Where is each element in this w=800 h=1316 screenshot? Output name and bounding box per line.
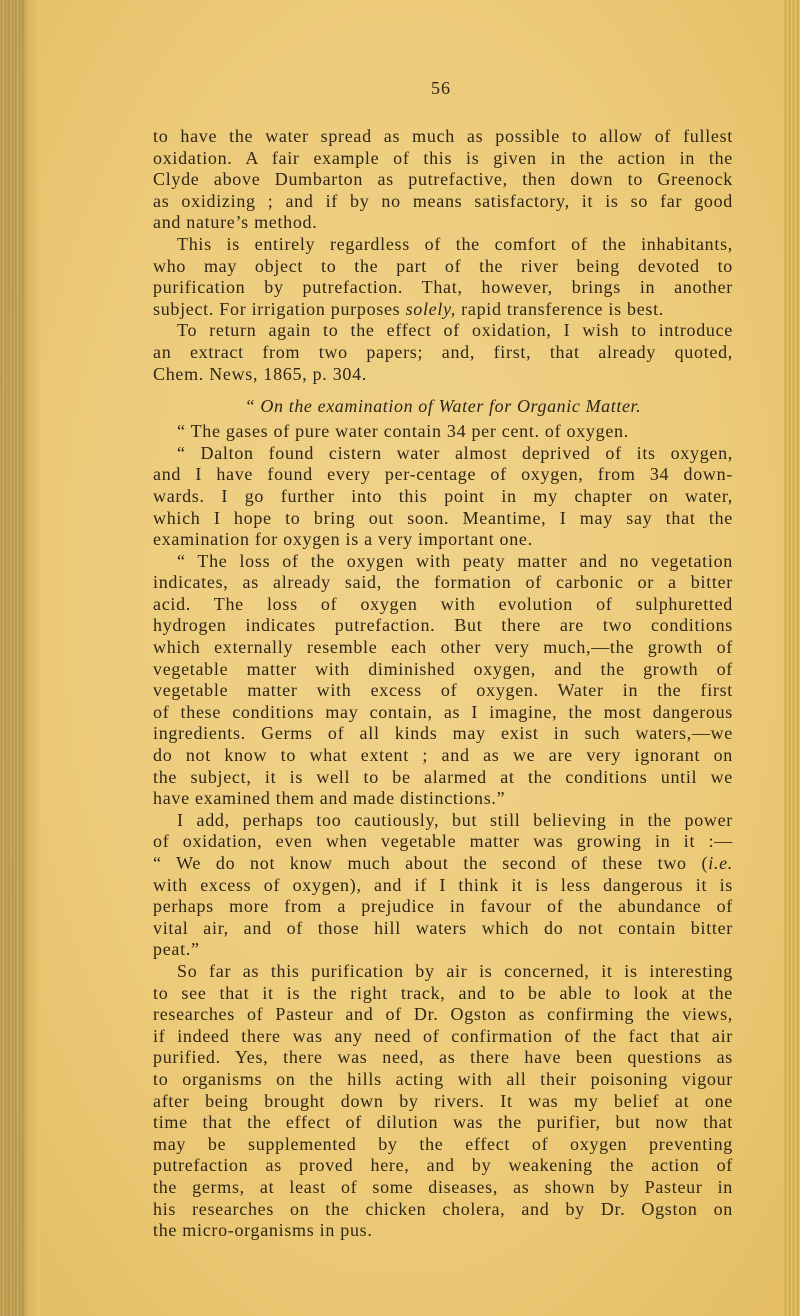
text-line: which externally resemble each other very much,—the growth of — [153, 637, 733, 658]
text-line: do not know to what extent ; and as we are very ignorant on — [153, 745, 733, 766]
text-line: have examined them and made distinctions.” — [153, 788, 506, 809]
text-line: if indeed there was any need of confirmation of the fact that air — [153, 1025, 733, 1046]
text-line: vital air, and of those hill waters which do not contain bitter — [153, 917, 733, 938]
text-line: vegetable matter with diminished oxygen, and the growth of — [153, 658, 733, 679]
text-line — [153, 299, 733, 321]
italic-text: i.e. — [708, 853, 733, 873]
text-line: vegetable matter with excess of oxygen. Water in the first — [153, 680, 733, 701]
body-text — [153, 126, 733, 1242]
quoted-paper-title: “ On the examination of Water for Organic Matter. — [244, 396, 642, 417]
text-line: as oxidizing ; and if by no means satisfactory, it is so far good — [153, 190, 733, 211]
page-binding-edge — [0, 0, 26, 1316]
paragraph — [153, 320, 733, 385]
text-line: to have the water spread as much as possible to allow of fullest — [153, 126, 733, 146]
paragraphs-before-heading — [153, 126, 733, 385]
text-line: wards. I go further into this point in my chapter on water, — [153, 485, 733, 506]
text-line: This is entirely regardless of the comfort of the inhabitants, — [177, 233, 733, 254]
text-line: of oxidation, even when vegetable matter was growing in it :— — [153, 831, 733, 852]
page-gutter — [26, 0, 40, 1316]
text-line: which I hope to bring out soon. Meantime, I may say that the — [153, 507, 733, 528]
paragraph — [153, 443, 733, 551]
paragraph — [153, 234, 733, 320]
text-line: with excess of oxygen), and if I think it is less dangerous it is — [153, 874, 733, 895]
paragraph — [153, 421, 733, 443]
text-line: purified. Yes, there was need, as there have been questions as — [153, 1047, 733, 1068]
paragraph — [153, 126, 733, 234]
text-line: perhaps more from a prejudice in favour of the abundance of — [153, 896, 733, 917]
text-line: acid. The loss of oxygen with evolution of sulphuretted — [153, 593, 733, 614]
text-line: the germs, at least of some diseases, as shown by Pasteur in — [153, 1176, 733, 1197]
text-line: time that the effect of dilution was the purifier, but now that — [153, 1112, 733, 1133]
text-line: who may object to the part of the river being devoted to — [153, 255, 733, 276]
text-line: may be supplemented by the effect of oxygen preventing — [153, 1133, 733, 1154]
text-line: indicates, as already said, the formation of carbonic or a bitter — [153, 572, 733, 593]
text-line: an extract from two papers; and, first, that already quoted, — [153, 341, 733, 362]
text-line: of these conditions may contain, as I imagine, the most dangerous — [153, 701, 733, 722]
paragraphs-after-heading — [153, 421, 733, 1242]
text-line: examination for oxygen is a very important one. — [153, 529, 533, 550]
text-line: So far as this purification by air is concerned, it is interesting — [177, 960, 733, 981]
text-line: to organisms on the hills acting with all their poisoning vigour — [153, 1068, 733, 1089]
text-line: and nature’s method. — [153, 212, 318, 233]
text-line: oxidation. A fair example of this is given in the action in the — [153, 147, 733, 168]
text-line: the micro-organisms in pus. — [153, 1220, 373, 1241]
paragraph — [153, 810, 733, 961]
text-segment: “ We do not know much about the second of these two ( — [153, 853, 709, 873]
text-line: To return again to the effect of oxidation, I wish to introduce — [177, 320, 733, 341]
page-fore-edge — [784, 0, 800, 1316]
text-line: the subject, it is well to be alarmed at the conditions until we — [153, 766, 733, 787]
text-line: purification by putrefaction. That, however, brings in another — [153, 277, 733, 298]
text-line: researches of Pasteur and of Dr. Ogston as confirming the views, — [153, 1004, 733, 1025]
text-line: putrefaction as proved here, and by weakening the action of — [153, 1155, 733, 1176]
text-line: and I have found every per-centage of oxygen, from 34 down- — [153, 464, 733, 485]
page-number: 56 — [431, 78, 451, 98]
text-line: peat.” — [153, 939, 200, 960]
text-segment: subject. For irrigation purposes — [153, 298, 406, 319]
text-line: Chem. News, 1865, p. 304. — [153, 363, 367, 384]
text-line — [153, 853, 733, 875]
text-line: after being brought down by rivers. It was my belief at one — [153, 1090, 733, 1111]
text-segment: rapid transference is best. — [455, 298, 665, 319]
text-line: “ Dalton found cistern water almost deprived of its oxygen, — [177, 442, 733, 463]
text-line: Clyde above Dumbarton as putrefactive, then down to Greenock — [153, 169, 733, 190]
italic-text: solely, — [405, 298, 456, 319]
paragraph — [153, 551, 733, 810]
text-line: to see that it is the right track, and to be able to look at the — [153, 982, 733, 1003]
text-line: his researches on the chicken cholera, and by Dr. Ogston on — [153, 1198, 733, 1219]
text-line: I add, perhaps too cautiously, but still believing in the power — [177, 809, 733, 830]
text-line: hydrogen indicates putrefaction. But there are two conditions — [153, 615, 733, 636]
text-line: ingredients. Germs of all kinds may exist in such waters,—we — [153, 723, 733, 744]
text-line: “ The gases of pure water contain 34 per cent. of oxygen. — [177, 421, 629, 442]
text-line: “ The loss of the oxygen with peaty matter and no vegetation — [177, 550, 733, 571]
paragraph — [153, 961, 733, 1242]
